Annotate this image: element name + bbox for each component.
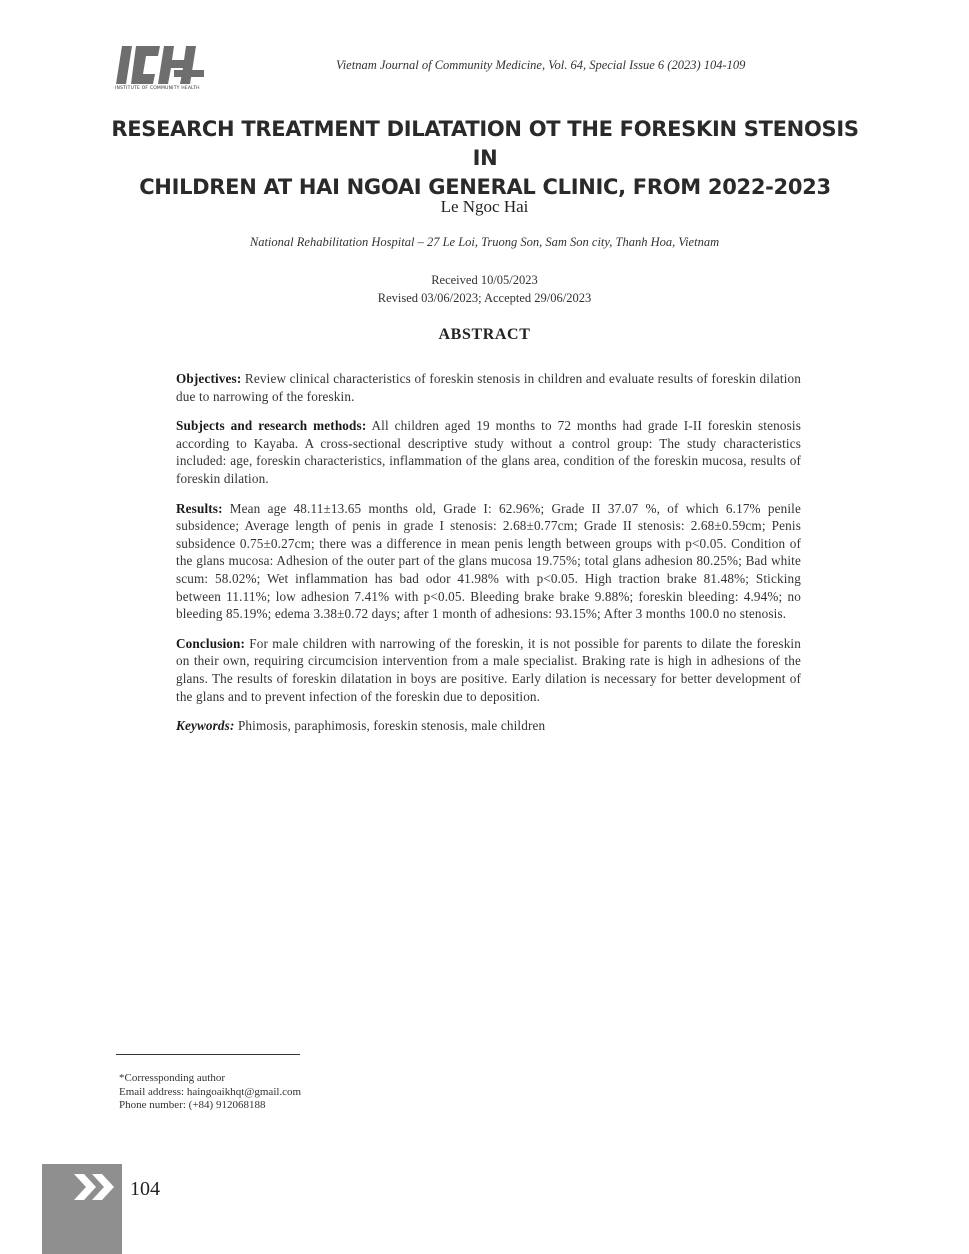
journal-logo [114, 44, 206, 90]
logo-subtitle: INSTITUTE OF COMMUNITY HEALTH [115, 86, 200, 91]
title-line-2: CHILDREN AT HAI NGOAI GENERAL CLINIC, FROM 2022-2023 [139, 175, 831, 199]
abstract-objectives [176, 370, 801, 405]
double-chevron-icon [74, 1172, 120, 1202]
author-affiliation: National Rehabilitation Hospital – 27 Le Loi, Truong Son, Sam Son city, Thanh Hoa, Vietnam [249, 235, 720, 249]
abstract-conclusion [176, 635, 801, 705]
title-line-1: RESEARCH TREATMENT DILATATION OT THE FORESKIN STENOSIS IN [111, 117, 859, 170]
methods-text: All children aged 19 months to 72 months had grade I-II foreskin stenosis according to Kayaba. A cross-sectional descriptive study without a control group: The study characteristics included: age, foreskin characteristics, inflammation of the glans area, condition of the foreskin mucosa, results of foreskin dilation. [176, 418, 801, 486]
page-number: 104 [130, 1178, 160, 1200]
objectives-text: Review clinical characteristics of foreskin stenosis in children and evaluate results of foreskin dilation due to narrowing of the foreskin. [176, 371, 801, 404]
conclusion-label: Conclusion: [176, 635, 246, 651]
abstract-keywords [176, 717, 801, 735]
results-label: Results: [176, 500, 223, 516]
objectives-label: Objectives: [176, 371, 242, 386]
abstract-heading: ABSTRACT [438, 326, 531, 343]
received-date: Received 10/05/2023 [431, 273, 538, 287]
journal-citation: Vietnam Journal of Community Medicine, Vol. 64, Special Issue 6 (2023) 104-109 [336, 58, 746, 72]
author-phone: Phone number: (+84) 912068188 [119, 1099, 266, 1112]
abstract-methods [176, 417, 801, 487]
keywords-text: Phimosis, paraphimosis, foreskin stenosis, male children [234, 718, 546, 734]
author-email: Email address: haingoaikhqt@gmail.com [119, 1085, 302, 1098]
methods-label: Subjects and research methods: [176, 418, 367, 434]
conclusion-text: For male children with narrowing of the foreskin, it is not possible for parents to dilate the foreskin on their own, requiring circumcision intervention from a male specialist. Braking rate is high in adhesions of the glans. The results of foreskin dilatation in boys are positive. Early dilation is necessary for better development of the glans and to prevent infection of the foreskin due to deposition. [176, 635, 801, 704]
keywords-label: Keywords: [176, 718, 235, 734]
abstract-results [176, 500, 801, 623]
revised-accepted-date: Revised 03/06/2023; Accepted 29/06/2023 [377, 291, 592, 305]
article-dates [0, 271, 969, 307]
author-name: Le Ngoc Hai [440, 197, 529, 216]
abstract-body [176, 370, 801, 747]
footnote-divider [116, 1054, 300, 1055]
footnote [119, 1072, 301, 1113]
corresponding-author: *Corressponding author [119, 1072, 226, 1084]
results-text: Mean age 48.11±13.65 months old, Grade I: 62.96%; Grade II 37.07 %, of which 6.17% penile subsidence; Average length of penis in grade I stenosis: 2.68±0.77cm; Grade II stenosis: 2.68±0.59cm; Penis subsidence 0.75±0.27cm; there was a difference in mean penis length between groups with p<0.05. Condition of the glans mucosa: Adhesion of the outer part of the glans mucosa 19.75%; total glans adhesion 80.25%; Bad white scum: 58.02%; Wet inflammation has bad odor 41.98% with p<0.05. High traction brake 81.48%; Sticking between 11.11%; low adhesion 7.41% with p<0.05. Bleeding brake brake 9.88%; foreskin bleeding: 4.94%; no bleeding 85.19%; edema 3.38±0.72 days; after 1 month of adhesions: 93.15%; After 3 months 100.0 no stenosis. [176, 500, 801, 622]
article-title [100, 115, 870, 202]
